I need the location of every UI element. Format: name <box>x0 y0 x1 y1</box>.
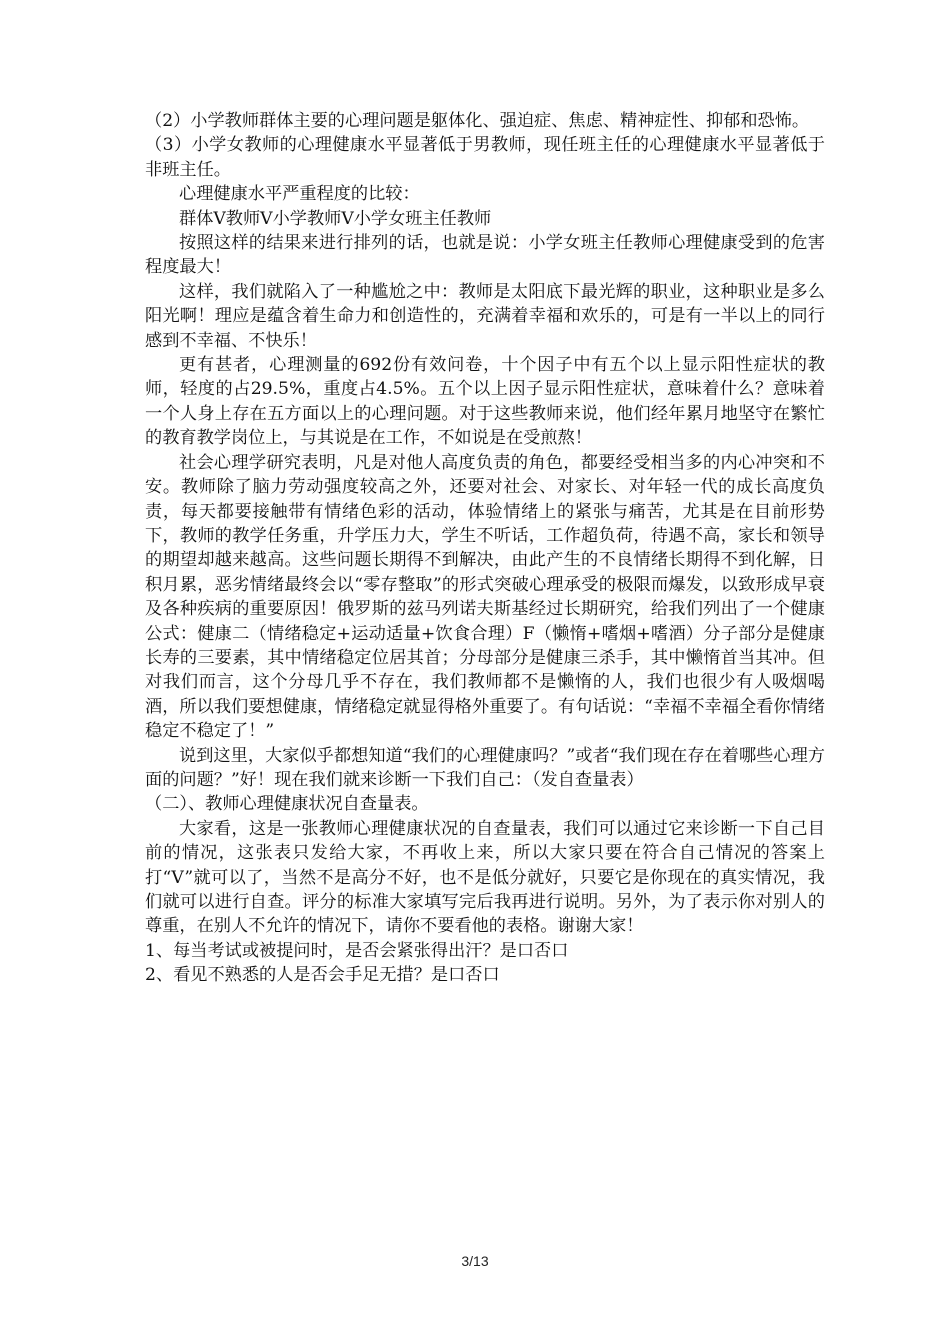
questionnaire-item: 2、看见不熟悉的人是否会手足无措？是口否口 <box>145 965 500 986</box>
paragraph: 群体V教师V小学教师V小学女班主任教师 <box>179 208 492 229</box>
section-heading: （二）、教师心理健康状况自查量表。 <box>145 794 429 815</box>
paragraph: 心理健康水平严重程度的比较： <box>179 184 420 205</box>
paragraph: （2）小学教师群体主要的心理问题是躯体化、强迫症、焦虑、精神症性、抑郁和恐怖。 <box>145 111 810 131</box>
paragraph: 更有甚者，心理测量的692份有效问卷，十个因子中有五个以上显示阳性症状的教师，轻度的占29.5%，重度占4.5%。五个以上因子显示阳性症状，意味着什么？意味着一个人身上存在五方面以上的心理问题。对于这些教师来说，他们经年累月地坚守在繁忙的教育教学岗位上，与其说是在工作，不如说是在受煎熬！ <box>145 355 825 449</box>
paragraph: 大家看，这是一张教师心理健康状况的自查量表，我们可以通过它来诊断一下自己目前的情况，这张表只发给大家，不再收上来，所以大家只要在符合自己情况的答案上打“V”就可以了，当然不是高分不好，也不是低分就好，只要它是你现在的真实情况，我们就可以进行自查。评分的标准大家填写完后我再进行说明。另外，为了表示你对别人的尊重，在别人不允许的情况下，请你不要看他的表格。谢谢大家！ <box>145 818 825 937</box>
paragraph: 说到这里，大家似乎都想知道“我们的心理健康吗？”或者“我们现在存在着哪些心理方面的问题？”好！现在我们就来诊断一下我们自己：（发自查量表） <box>145 745 825 790</box>
paragraph: 社会心理学研究表明，凡是对他人高度负责的角色，都要经受相当多的内心冲突和不安。教师除了脑力劳动强度较高之外，还要对社会、对家长、对年轻一代的成长高度负责，每天都要接触带有情绪色彩的活动，体验情绪上的紧张与痛苦，尤其是在目前形势下，教师的教学任务重，升学压力大，学生不听话，工作超负荷，待遇不高，家长和领导的期望却越来越高。这些问题长期得不到解决，由此产生的不良情绪长期得不到化解，日积月累，恶劣情绪最终会以“零存整取”的形式突破心理承受的极限而爆发，以致形成早衰及各种疾病的重要原因！俄罗斯的兹马列诺夫斯基经过长期研究，给我们列出了一个健康公式：健康二（情绪稳定+运动适量+饮食合理）F（懒惰+嗜烟+嗜酒）分子部分是健康长寿的三要素，其中情绪稳定位居其首；分母部分是健康三杀手，其中懒惰首当其冲。但对我们而言，这个分母几乎不存在，我们教师都不是懒惰的人，我们也很少有人吸烟喝酒，所以我们要想健康，情绪稳定就显得格外重要了。有句话说：“幸福不幸福全看你情绪稳定不稳定了！” <box>145 452 825 742</box>
questionnaire-item: 1、每当考试或被提问时，是否会紧张得出汗？是口否口 <box>145 940 569 961</box>
paragraph: 按照这样的结果来进行排列的话，也就是说：小学女班主任教师心理健康受到的危害程度最大！ <box>145 233 825 278</box>
document-body <box>145 109 825 988</box>
paragraph: （3）小学女教师的心理健康水平显著低于男教师，现任班主任的心理健康水平显著低于非班主任。 <box>145 135 825 180</box>
page-number: 3/13 <box>461 1253 489 1269</box>
paragraph: 这样，我们就陷入了一种尴尬之中：教师是太阳底下最光辉的职业，这种职业是多么阳光啊！理应是蕴含着生命力和创造性的，充满着幸福和欢乐的，可是有一半以上的同行感到不幸福、不快乐！ <box>145 281 825 351</box>
